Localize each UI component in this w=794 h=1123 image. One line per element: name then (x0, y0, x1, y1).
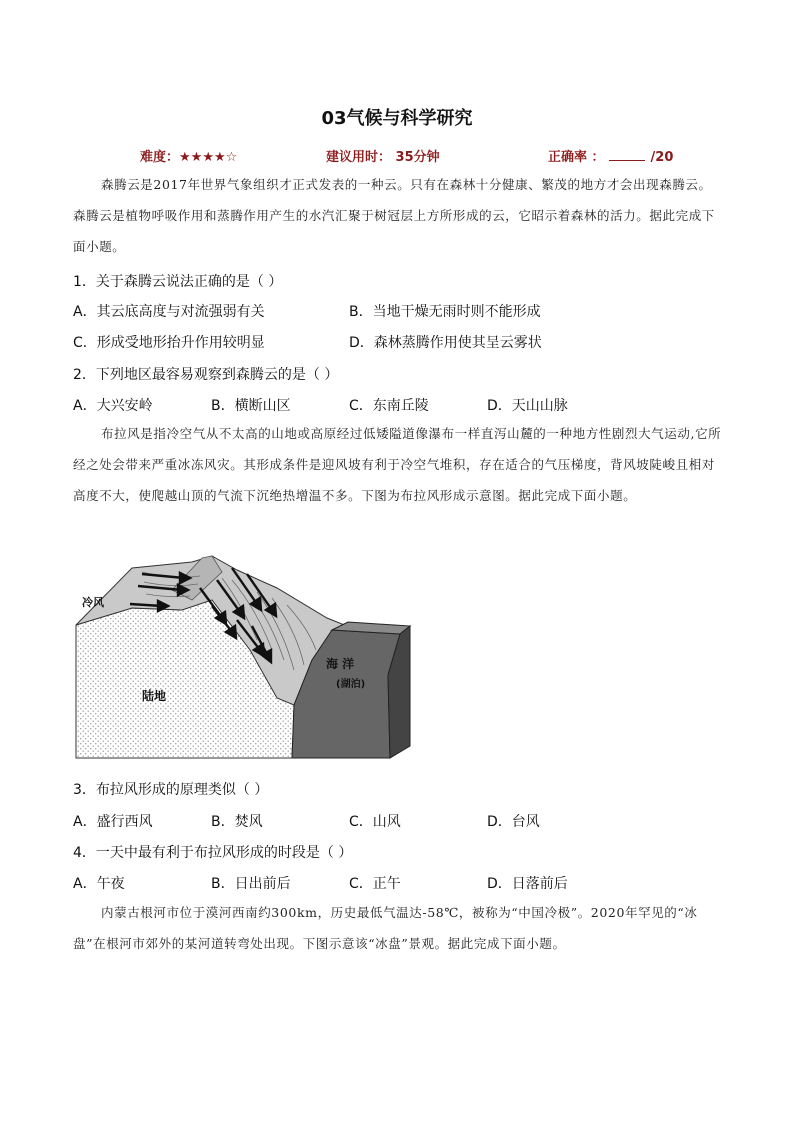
passage-1: 森腾云是2017年世界气象组织才正式发表的一种云。只有在森林十分健康、繁茂的地方才会出现森腾云。森腾云是植物呼吸作用和蒸腾作用产生的水汽汇聚于树冠层上方所形成的云，它昭示着森林的活力。据此完成下面小题。 (73, 177, 715, 254)
q4-option-d[interactable]: D．日落前后 (487, 876, 568, 892)
bora-wind-diagram (72, 550, 412, 766)
difficulty-stars: ★★★★☆ (179, 150, 238, 165)
q1-option-c[interactable]: C．形成受地形抬升作用较明显 (73, 335, 265, 351)
q4-option-a[interactable]: A．午夜 (73, 876, 125, 892)
difficulty-label: 难度： (140, 150, 180, 165)
time-line (326, 146, 440, 165)
q2-option-c[interactable]: C．东南丘陵 (349, 398, 429, 414)
cold-wind-label: 冷风 (82, 596, 104, 609)
q3-option-d[interactable]: D．台风 (487, 814, 540, 830)
question-4-stem: 4．一天中最有利于布拉风形成的时段是（ ） (73, 845, 353, 861)
q4-option-c[interactable]: C．正午 (349, 876, 401, 892)
q3-option-c[interactable]: C．山风 (349, 814, 401, 830)
time-value: 35分钟 (395, 150, 440, 165)
q3-option-b[interactable]: B．焚风 (211, 814, 263, 830)
time-label: 建议用时： (326, 150, 392, 165)
question-3-stem: 3．布拉风形成的原理类似（ ） (73, 782, 269, 798)
passage-2: 布拉风是指冷空气从不太高的山地或高原经过低矮隘道像瀑布一样直泻山麓的一种地方性剧烈大气运动,它所经之处会带来严重冰冻风灾。其形成条件是迎风坡有利于冷空气堆积，存在适合的气压梯度，背风坡陡峻且相对高度不大，使爬越山顶的气流下沉绝热增温不多。下图为布拉风形成示意图。据此完成下面小题。 (73, 426, 722, 503)
q1-option-a[interactable]: A．其云底高度与对流强弱有关 (73, 304, 265, 320)
question-1-stem: 1．关于森腾云说法正确的是（ ） (73, 274, 283, 290)
question-2-stem: 2．下列地区最容易观察到森腾云的是（ ） (73, 367, 339, 383)
q1-option-d[interactable]: D．森林蒸腾作用使其呈云雾状 (349, 335, 542, 351)
accuracy-line (548, 146, 673, 165)
q2-option-d[interactable]: D．天山山脉 (487, 398, 568, 414)
difficulty-line (140, 146, 237, 165)
q3-option-a[interactable]: A．盛行西风 (73, 814, 153, 830)
bora-diagram-svg (72, 550, 412, 762)
lake-label: (湖泊) (336, 679, 366, 690)
ocean-label: 海 洋 (326, 657, 355, 671)
q2-option-a[interactable]: A．大兴安岭 (73, 398, 153, 414)
q4-option-b[interactable]: B．日出前后 (211, 876, 291, 892)
q2-option-b[interactable]: B．横断山区 (211, 398, 291, 414)
land-label: 陆地 (142, 689, 167, 703)
accuracy-blank[interactable] (609, 150, 645, 161)
passage-3: 内蒙古根河市位于漠河西南约300km，历史最低气温达-58℃，被称为“中国冷极”。2020年罕见的“冰盘”在根河市郊外的某河道转弯处出现。下图示意该“冰盘”景观。据此完成下面小题。 (73, 905, 698, 951)
q1-option-b[interactable]: B．当地干燥无雨时则不能形成 (349, 304, 541, 320)
accuracy-label: 正确率 ： (548, 150, 605, 165)
accuracy-total: /20 (650, 150, 674, 165)
page-title: 03气候与科学研究 (321, 108, 473, 129)
